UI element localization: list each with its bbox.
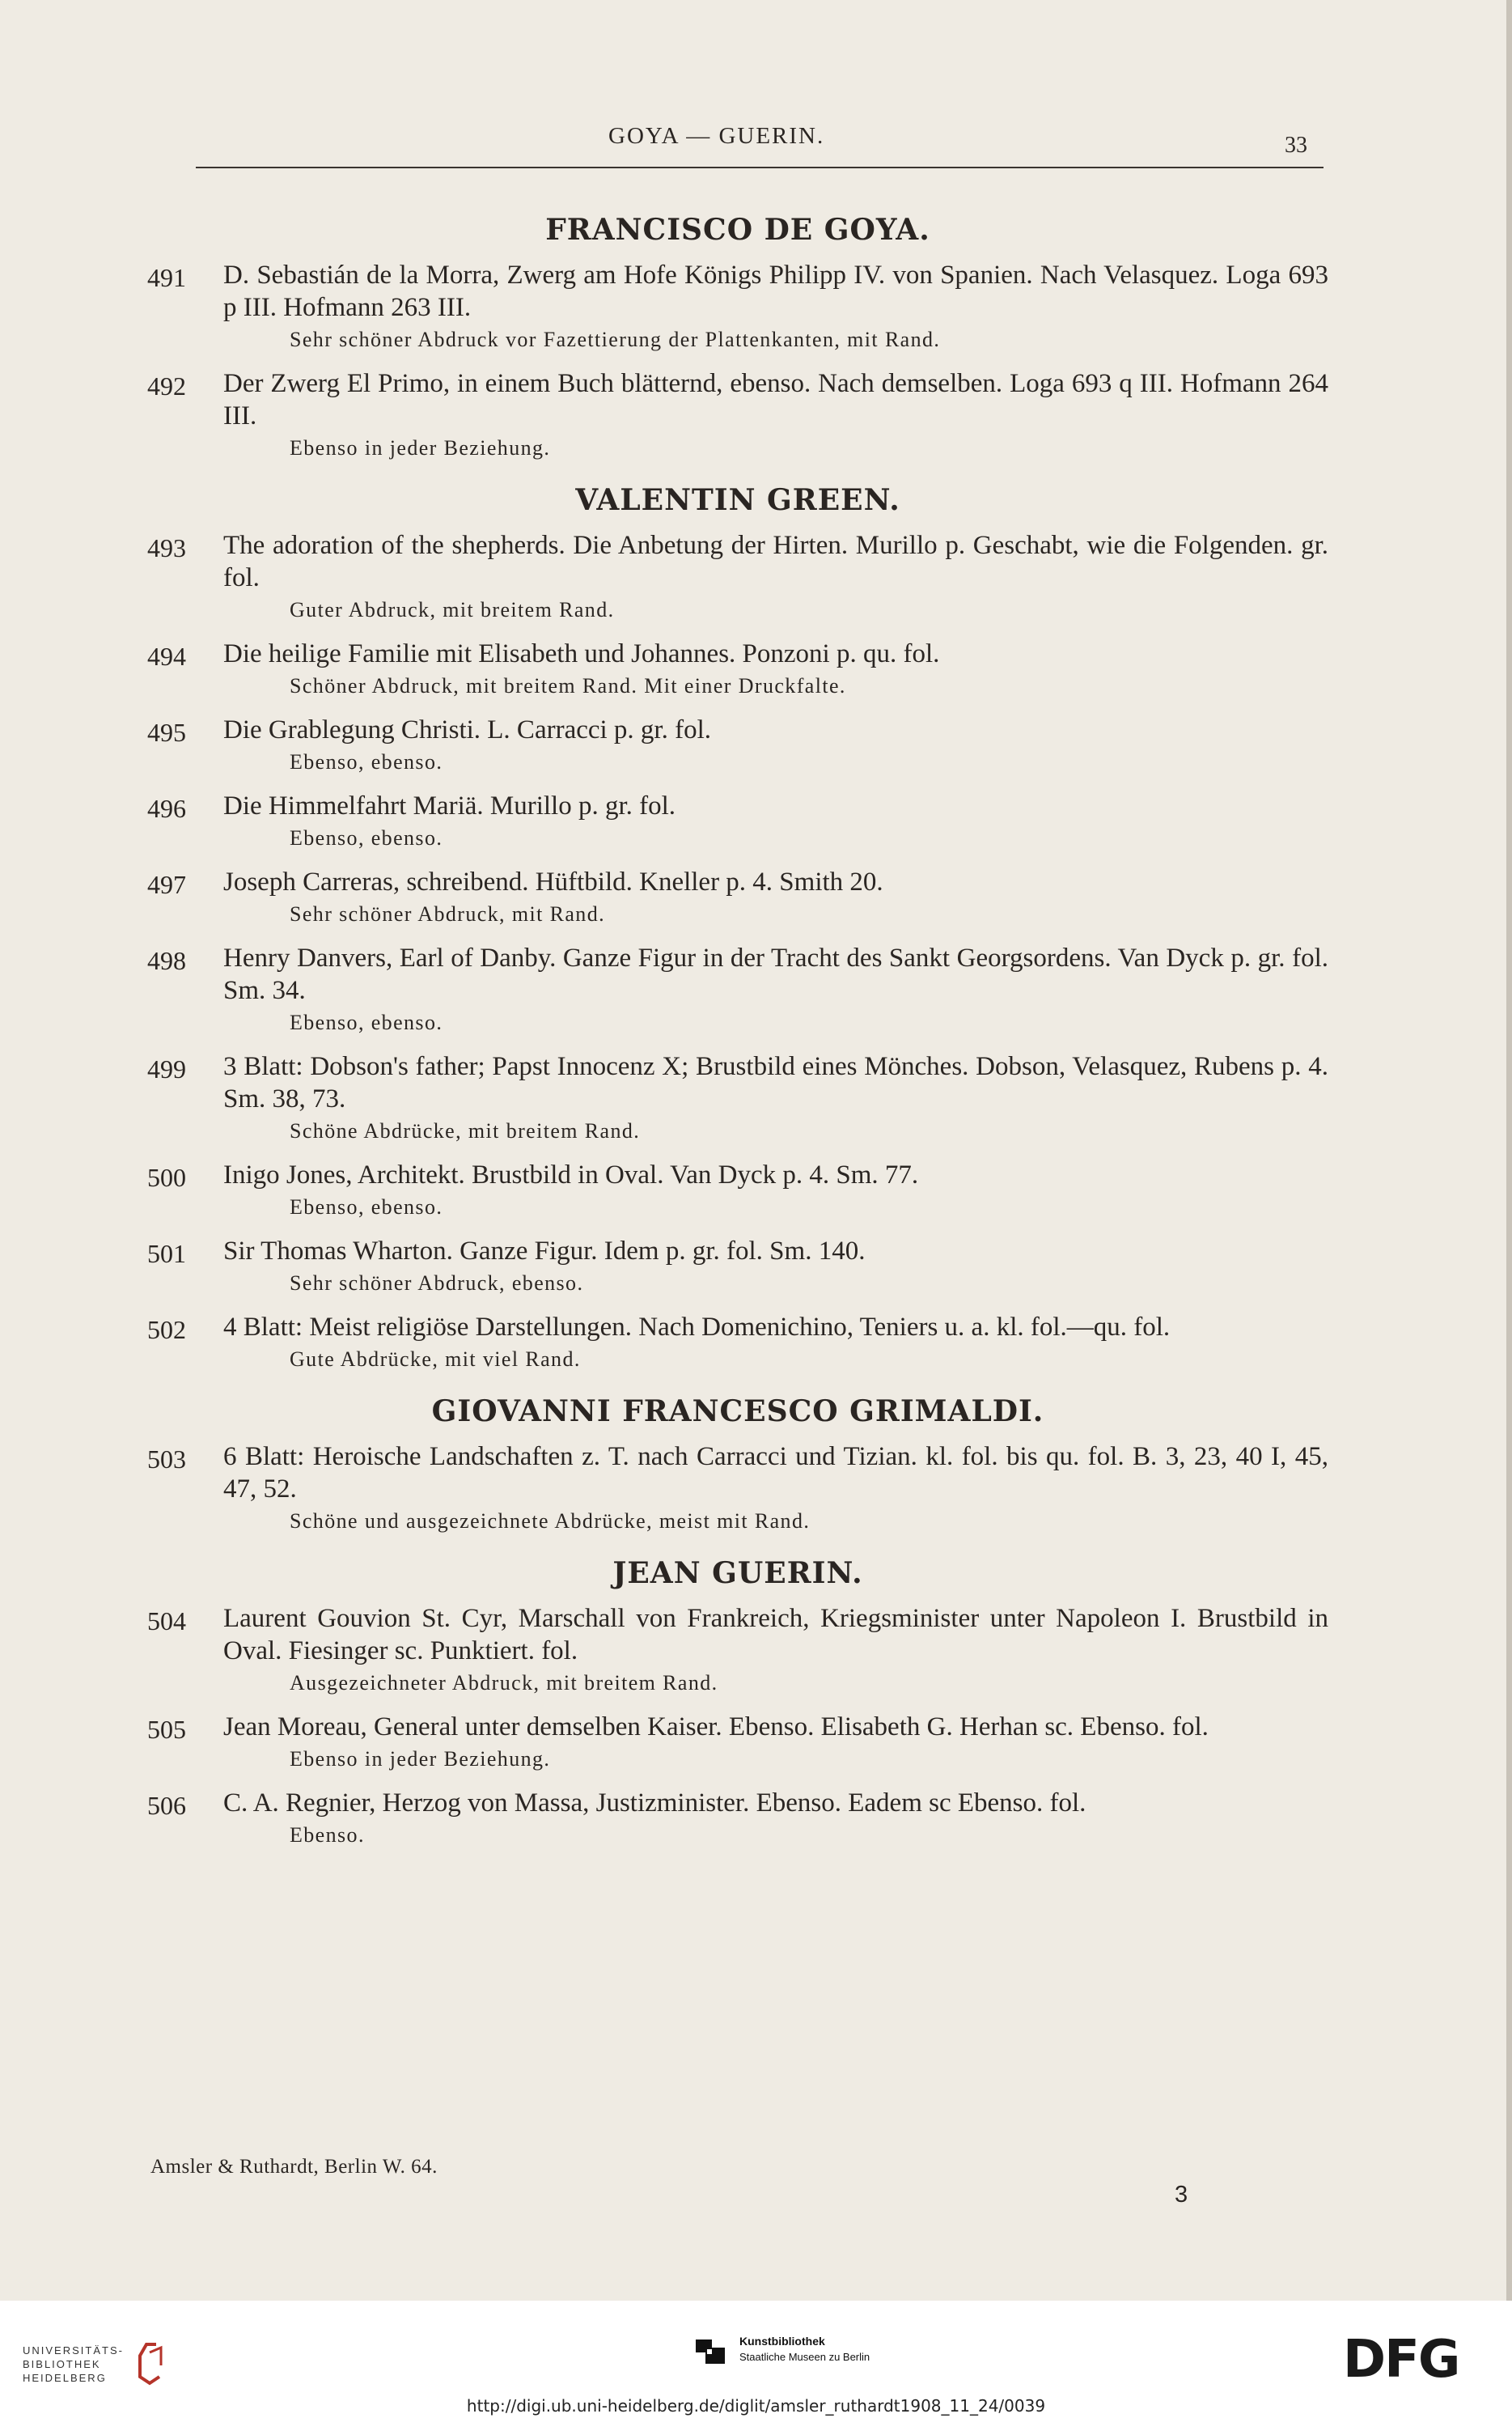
lot-number: 498 [147, 946, 186, 975]
university-line: BIBLIOTHEK [23, 2357, 101, 2370]
condition-note: Ebenso in jeder Beziehung. [290, 436, 551, 460]
condition-note: Schöne und ausgezeichnete Abdrücke, meist mit Rand. [290, 1509, 811, 1533]
artist-heading: VALENTIN GREEN. [575, 483, 900, 517]
catalogue-entry [147, 1787, 1328, 1852]
catalogue-entry [147, 714, 1328, 778]
condition-note: Ebenso, ebenso. [290, 1011, 443, 1034]
university-line: UNIVERSITÄTS- [23, 2344, 124, 2356]
artist-heading: FRANCISCO DE GOYA. [545, 213, 930, 247]
lot-description: Jean Moreau, General unter demselben Kaiser. Ebenso. Elisabeth G. Herhan sc. Ebenso. fol. [223, 1712, 1209, 1741]
catalogue-entry [147, 1602, 1328, 1699]
printer-imprint: Amsler & Ruthardt, Berlin W. 64. [150, 2156, 438, 2178]
lot-description: Henry Danvers, Earl of Danby. Ganze Figur in der Tracht des Sankt Georgsordens. Van Dyck p. gr. fol. Sm. 34. [223, 944, 1328, 1005]
condition-note: Schöne Abdrücke, mit breitem Rand. [290, 1119, 641, 1143]
condition-note: Ebenso in jeder Beziehung. [290, 1747, 551, 1771]
dfg-logo[interactable]: DFG [1343, 2330, 1459, 2390]
lot-number: 497 [147, 870, 186, 899]
kunstbibliothek-icon [692, 2333, 728, 2365]
lot-number: 506 [147, 1791, 186, 1820]
lot-description: 6 Blatt: Heroische Landschaften z. T. nach Carracci und Tizian. kl. fol. bis qu. fol. B. 3, 23, 40 I, 45, 47, 52. [223, 1442, 1328, 1504]
lot-number: 491 [147, 263, 186, 292]
lot-number: 495 [147, 718, 186, 747]
lot-number: 493 [147, 533, 186, 562]
lot-description: 4 Blatt: Meist religiöse Darstellungen. Nach Domenichino, Teniers u. a. kl. fol.—qu. fol. [223, 1313, 1171, 1342]
catalogue-entry [147, 1311, 1328, 1376]
catalogue-entry [147, 1440, 1328, 1538]
condition-note: Ausgezeichneter Abdruck, mit breitem Rand. [290, 1671, 718, 1695]
lot-description: C. A. Regnier, Herzog von Massa, Justizminister. Ebenso. Eadem sc Ebenso. fol. [223, 1788, 1086, 1818]
catalogue-entry [147, 367, 1328, 465]
catalogue-entry [147, 866, 1328, 931]
catalogue-entry [147, 942, 1328, 1039]
sheet-signature: 3 [1175, 2182, 1188, 2208]
lot-number: 501 [147, 1239, 186, 1268]
lot-description: Die Himmelfahrt Mariä. Murillo p. gr. fol. [223, 791, 676, 821]
lot-number: 500 [147, 1163, 186, 1192]
lot-number: 496 [147, 794, 186, 823]
artist-heading: GIOVANNI FRANCESCO GRIMALDI. [431, 1394, 1044, 1428]
catalogue-entry [147, 1050, 1328, 1147]
running-header [0, 123, 1512, 167]
catalogue-entry [147, 529, 1328, 626]
kunstbibliothek-logo[interactable] [692, 2333, 870, 2365]
condition-note: Ebenso, ebenso. [290, 826, 443, 850]
condition-note: Ebenso, ebenso. [290, 1195, 443, 1219]
catalogue-entry [147, 1711, 1328, 1775]
catalogue-entry [147, 1159, 1328, 1224]
artist-heading: JEAN GUERIN. [612, 1556, 863, 1590]
condition-note: Ebenso, ebenso. [290, 750, 443, 774]
lot-number: 502 [147, 1315, 186, 1344]
condition-note: Schöner Abdruck, mit breitem Rand. Mit einer Druckfalte. [290, 674, 846, 698]
header-rule [196, 167, 1324, 168]
running-title: GOYA — GUERIN. [608, 123, 825, 149]
lot-number: 492 [147, 371, 186, 401]
lot-number: 503 [147, 1444, 186, 1474]
condition-note: Gute Abdrücke, mit viel Rand. [290, 1347, 581, 1371]
page-number: 33 [1285, 133, 1307, 158]
lot-number: 504 [147, 1606, 186, 1635]
lot-description: Die Grablegung Christi. L. Carracci p. gr. fol. [223, 715, 712, 744]
lot-description: Laurent Gouvion St. Cyr, Marschall von Frankreich, Kriegsminister unter Napoleon I. Brustbild in Oval. Fiesinger sc. Punktiert. fol. [223, 1604, 1328, 1665]
catalogue-entry [147, 1235, 1328, 1300]
catalogue-body [147, 212, 1328, 1852]
lot-description: Die heilige Familie mit Elisabeth und Johannes. Ponzoni p. qu. fol. [223, 639, 940, 668]
university-line: HEIDELBERG [23, 2371, 107, 2384]
university-library-text [23, 2344, 124, 2385]
lot-number: 505 [147, 1715, 186, 1744]
condition-note: Guter Abdruck, mit breitem Rand. [290, 598, 615, 621]
viewer-footer [0, 2301, 1512, 2418]
page-edge [1506, 0, 1512, 2301]
heidelberg-emblem-icon [132, 2341, 171, 2386]
library-subtitle: Staatliche Museen zu Berlin [739, 2351, 870, 2363]
lot-description: The adoration of the shepherds. Die Anbetung der Hirten. Murillo p. Geschabt, wie die Folgenden. gr. fol. [223, 531, 1328, 592]
condition-note: Sehr schöner Abdruck vor Fazettierung der Plattenkanten, mit Rand. [290, 328, 941, 351]
condition-note: Sehr schöner Abdruck, mit Rand. [290, 902, 606, 926]
permalink-url[interactable]: http://digi.ub.uni-heidelberg.de/diglit/amsler_ruthardt1908_11_24/0039 [466, 2396, 1046, 2416]
lot-description: Inigo Jones, Architekt. Brustbild in Oval. Van Dyck p. 4. Sm. 77. [223, 1160, 919, 1190]
lot-number: 494 [147, 642, 186, 671]
lot-description: Joseph Carreras, schreibend. Hüftbild. Kneller p. 4. Smith 20. [223, 868, 883, 897]
lot-description: Sir Thomas Wharton. Ganze Figur. Idem p. gr. fol. Sm. 140. [223, 1237, 866, 1266]
catalogue-entry [147, 638, 1328, 702]
lot-description: Der Zwerg El Primo, in einem Buch blätternd, ebenso. Nach demselben. Loga 693 q III. Hofmann 264 III. [223, 369, 1328, 431]
catalogue-entry [147, 790, 1328, 855]
library-name: Kunstbibliothek [739, 2335, 825, 2348]
catalogue-entry [147, 259, 1328, 356]
university-library-logo[interactable] [23, 2341, 171, 2386]
lot-description: 3 Blatt: Dobson's father; Papst Innocenz X; Brustbild eines Mönches. Dobson, Velasquez, Rubens p. 4. Sm. 38, 73. [223, 1052, 1328, 1114]
condition-note: Sehr schöner Abdruck, ebenso. [290, 1271, 584, 1295]
lot-number: 499 [147, 1054, 186, 1084]
lot-description: D. Sebastián de la Morra, Zwerg am Hofe Königs Philipp IV. von Spanien. Nach Velasquez. Loga 693 p III. Hofmann 263 III. [223, 261, 1328, 322]
condition-note: Ebenso. [290, 1823, 365, 1847]
